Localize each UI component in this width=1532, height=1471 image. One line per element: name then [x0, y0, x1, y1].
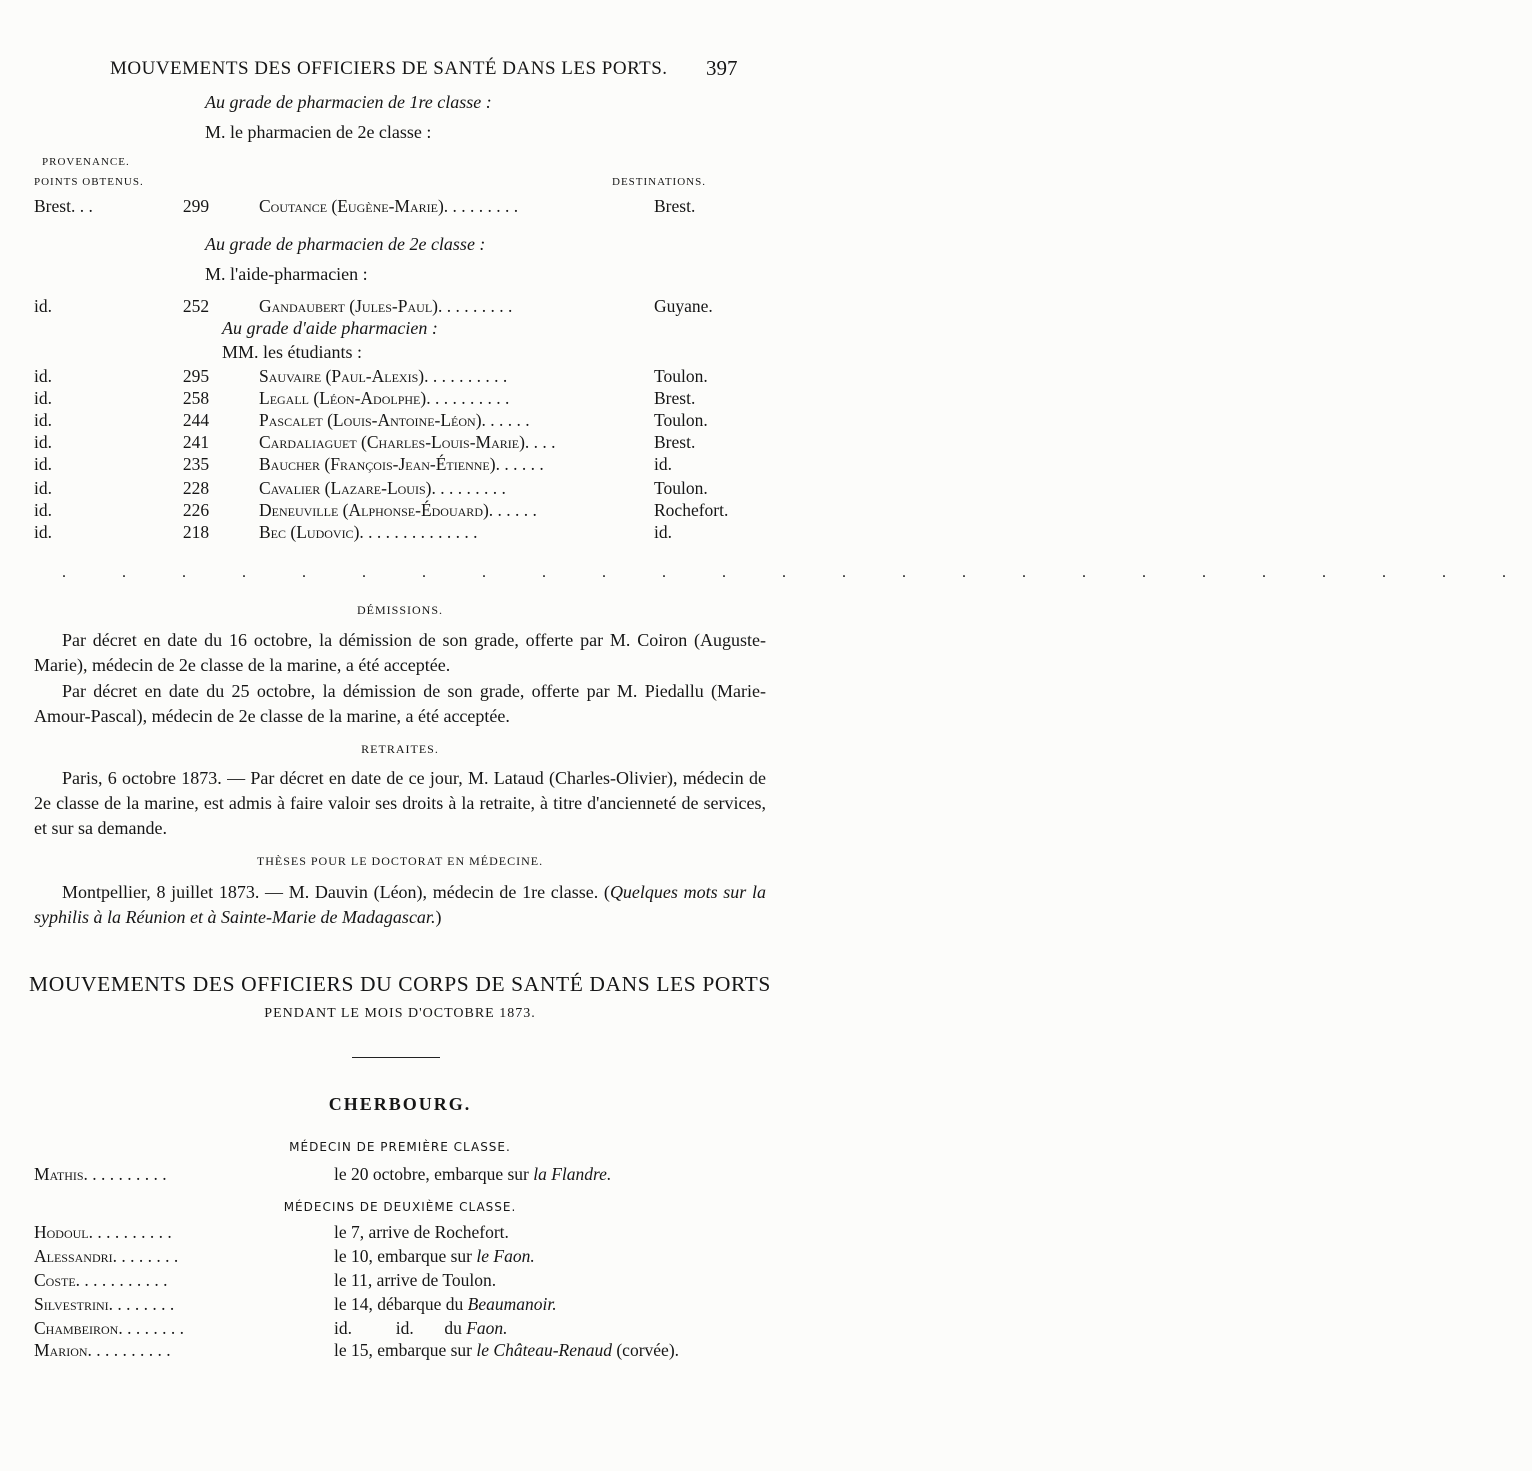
row-name: Deneuville (Alphonse-Édouard). . . . . . [259, 500, 537, 520]
movement-text: le 10, embarque sur [334, 1246, 477, 1266]
demission-paragraph-2: Par décret en date du 25 octobre, la démission de son grade, offerte par M. Piedallu (Marie-Amour-Pascal), médecin de 2e classe de la marine, a été acceptée. [34, 681, 766, 726]
row-points: 235 [182, 454, 210, 474]
table-row [34, 388, 774, 412]
table-row [34, 500, 774, 524]
row-provenance: id. [34, 432, 52, 452]
column-header-destinations: DESTINATIONS. [612, 176, 706, 188]
movement-text: le 7, arrive de Rochefort. [334, 1222, 509, 1242]
movement [334, 1318, 508, 1339]
row-destination: Brest. [654, 432, 696, 452]
row-name: Sauvaire (Paul-Alexis). . . . . . . . . . [259, 366, 508, 386]
row-points: 252 [182, 296, 210, 316]
officer-name: Coste. . . . . . . . . . . [34, 1270, 168, 1290]
officer-name: Chambeiron. . . . . . . . [34, 1318, 184, 1338]
row-provenance: id. [34, 366, 52, 386]
grade2-subheading: M. l'aide-pharmacien : [205, 264, 368, 284]
table-row [34, 296, 774, 320]
row-points: 244 [182, 410, 210, 430]
section-title: MOUVEMENTS DES OFFICIERS DU CORPS DE SANTÉ DANS LES PORTS [29, 972, 771, 996]
column-header-points: POINTS OBTENUS. [34, 176, 144, 188]
ship-name: la Flandre. [533, 1164, 612, 1184]
movement [334, 1246, 535, 1267]
list-item [34, 1270, 774, 1294]
ship-name: Beaumanoir. [467, 1294, 557, 1314]
row-provenance: id. [34, 454, 52, 474]
officer-name: Mathis. . . . . . . . . . [34, 1164, 167, 1184]
table-row [34, 454, 774, 478]
row-name: Bec (Ludovic). . . . . . . . . . . . . . [259, 522, 478, 542]
row-points: 241 [182, 432, 210, 452]
retraites-heading: RETRAITES. [361, 742, 439, 756]
officer-name: Alessandri. . . . . . . . [34, 1246, 179, 1266]
row-provenance: id. [34, 296, 52, 316]
ship-name: Faon. [466, 1318, 508, 1338]
demissions-heading: DÉMISSIONS. [356, 603, 443, 617]
table-row [34, 478, 774, 502]
row-destination: Brest. [654, 388, 696, 408]
movement [334, 1222, 509, 1243]
movement [334, 1294, 557, 1315]
grade3-heading: Au grade d'aide pharmacien : [222, 318, 438, 338]
rank-heading-first-class: MÉDECIN DE PREMIÈRE CLASSE. [289, 1140, 511, 1154]
ship-name: le Château-Renaud [476, 1340, 612, 1360]
row-points: 226 [182, 500, 210, 520]
section-subtitle: PENDANT LE MOIS D'OCTOBRE 1873. [264, 1006, 536, 1021]
table-row [34, 522, 774, 546]
row-name: Baucher (François-Jean-Étienne). . . . . . [259, 454, 544, 474]
row-provenance: id. [34, 478, 52, 498]
row-destination: Toulon. [654, 410, 708, 430]
theses-heading: THÈSES POUR LE DOCTORAT EN MÉDECINE. [256, 854, 544, 868]
grade2-heading: Au grade de pharmacien de 2e classe : [205, 234, 486, 254]
row-points: 299 [182, 196, 210, 216]
row-name: Coutance (Eugène-Marie). . . . . . . . . [259, 196, 519, 216]
list-item [34, 1340, 774, 1364]
row-destination: Toulon. [654, 478, 708, 498]
these-text: Montpellier, 8 juillet 1873. — M. Dauvin (Léon), médecin de 1re classe. ( [62, 882, 610, 902]
retraite-paragraph: Paris, 6 octobre 1873. — Par décret en date de ce jour, M. Lataud (Charles-Olivier), médecin de 2e classe de la marine, est admis à faire valoir ses droits à la retraite, à titre d'ancienneté de services, et sur sa demande. [34, 768, 766, 838]
ornamental-dot-row: . . . . . . . . . . . . . . . . . . . . . . . . . [62, 564, 1532, 581]
row-provenance: id. [34, 410, 52, 430]
movement-note: (corvée). [611, 1340, 680, 1360]
movement-text: id. id. du [334, 1318, 467, 1338]
row-provenance: id. [34, 500, 52, 520]
table-row [34, 366, 774, 390]
ship-name: le Faon. [476, 1246, 535, 1266]
table-row [34, 196, 774, 220]
movement-text: le 11, arrive de Toulon. [334, 1270, 497, 1290]
officer-name: Silvestrini. . . . . . . . [34, 1294, 175, 1314]
row-provenance: id. [34, 388, 52, 408]
port-heading: CHERBOURG. [328, 1094, 472, 1114]
movement [334, 1340, 679, 1361]
officer-name: Hodoul. . . . . . . . . . [34, 1222, 172, 1242]
row-name: Pascalet (Louis-Antoine-Léon). . . . . . [259, 410, 530, 430]
demission-paragraph-1: Par décret en date du 16 octobre, la démission de son grade, offerte par M. Coiron (Auguste-Marie), médecin de 2e classe de la marine, a été acceptée. [34, 630, 766, 675]
these-paragraph [34, 880, 766, 930]
movement-text: le 14, débarque du [334, 1294, 468, 1314]
grade1-subheading: M. le pharmacien de 2e classe : [205, 122, 432, 142]
row-name: Legall (Léon-Adolphe). . . . . . . . . . [259, 388, 510, 408]
row-destination: id. [654, 454, 672, 474]
row-name: Cardaliaguet (Charles-Louis-Marie). . . . [259, 432, 556, 452]
row-destination: Brest. [654, 196, 696, 216]
page-number: 397 [706, 56, 738, 80]
movement-text: le 15, embarque sur [334, 1340, 477, 1360]
row-destination: Guyane. [654, 296, 713, 316]
row-name: Gandaubert (Jules-Paul). . . . . . . . . [259, 296, 513, 316]
row-destination: Toulon. [654, 366, 708, 386]
list-item [34, 1222, 774, 1246]
movement-text: le 20 octobre, embarque sur [334, 1164, 534, 1184]
row-provenance: Brest. . . [34, 196, 93, 216]
column-header-provenance: PROVENANCE. [42, 156, 130, 168]
rank-heading-second-class: MÉDECINS DE DEUXIÈME CLASSE. [283, 1200, 517, 1214]
list-item [34, 1164, 774, 1188]
row-points: 258 [182, 388, 210, 408]
row-name: Cavalier (Lazare-Louis). . . . . . . . . [259, 478, 506, 498]
divider-rule [352, 1057, 440, 1058]
table-row [34, 410, 774, 434]
movement [334, 1270, 496, 1291]
table-row [34, 432, 774, 456]
grade3-subheading: MM. les étudiants : [222, 342, 362, 362]
row-provenance: id. [34, 522, 52, 542]
row-points: 295 [182, 366, 210, 386]
grade1-heading: Au grade de pharmacien de 1re classe : [205, 92, 492, 112]
row-points: 228 [182, 478, 210, 498]
list-item [34, 1294, 774, 1318]
these-title: Quelques mots sur la syphilis à la Réunion et à Sainte-Marie de Madagascar. [34, 882, 767, 927]
row-destination: Rochefort. [654, 500, 729, 520]
row-points: 218 [182, 522, 210, 542]
list-item [34, 1318, 774, 1342]
list-item [34, 1246, 774, 1270]
running-title: MOUVEMENTS DES OFFICIERS DE SANTÉ DANS LES PORTS. [110, 58, 668, 79]
row-destination: id. [654, 522, 672, 542]
these-close: ) [435, 907, 442, 927]
movement [334, 1164, 611, 1185]
officer-name: Marion. . . . . . . . . . [34, 1340, 171, 1360]
